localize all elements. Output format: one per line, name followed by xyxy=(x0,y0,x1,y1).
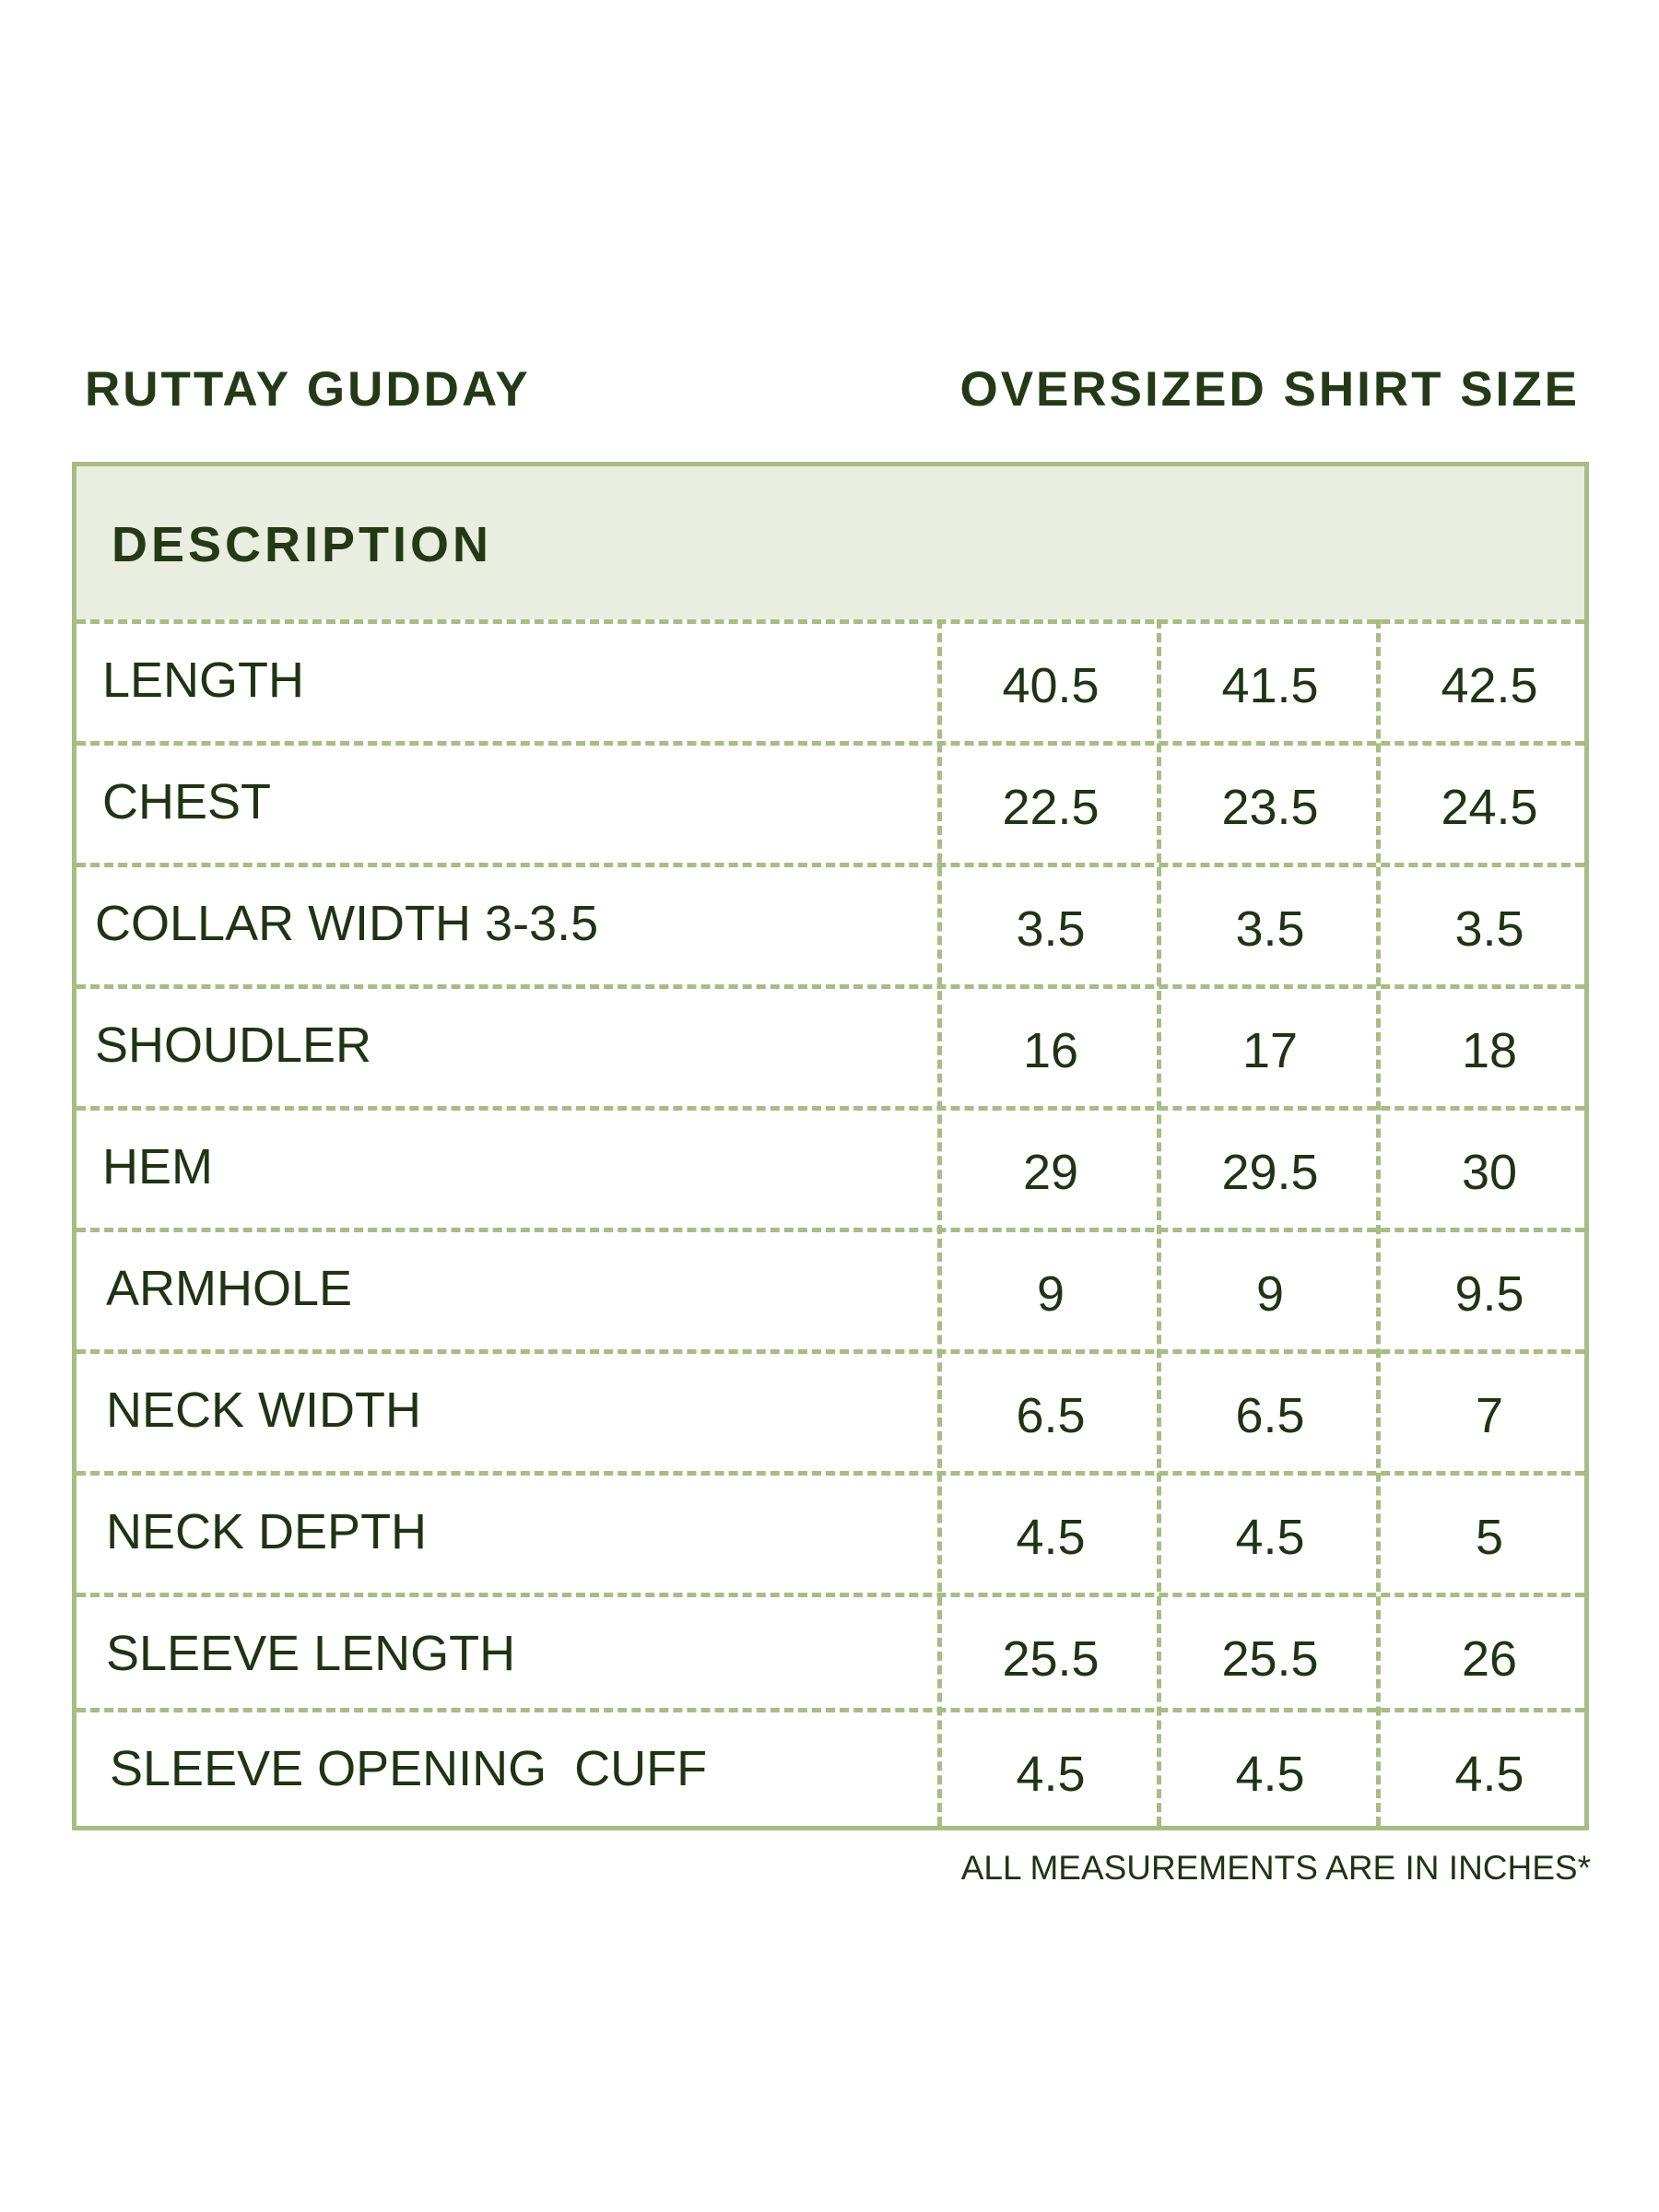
size-value-cell: 25.5 xyxy=(1002,1631,1100,1687)
size-value-cell: 4.5 xyxy=(1454,1747,1524,1802)
size-value-cell: 5 xyxy=(1475,1510,1504,1565)
row-label: NECK DEPTH xyxy=(106,1504,428,1559)
measurement-footnote: ALL MEASUREMENTS ARE IN INCHES* xyxy=(960,1849,1591,1887)
size-value-cell: 23.5 xyxy=(1221,780,1319,835)
size-value-cell: 6.5 xyxy=(1016,1388,1086,1443)
size-value-cell: 30 xyxy=(1461,1145,1518,1200)
row-label: SLEEVE OPENING CUFF xyxy=(110,1741,708,1796)
table-header xyxy=(76,466,1584,619)
size-value-cell: 4.5 xyxy=(1235,1510,1305,1565)
table-row xyxy=(76,741,1584,863)
size-value-cell: 3.5 xyxy=(1016,901,1086,957)
row-label: LENGTH xyxy=(102,653,305,708)
size-value-cell: 3.5 xyxy=(1235,901,1305,957)
table-row xyxy=(76,619,1584,741)
column-divider xyxy=(937,619,942,1826)
size-value-cell: 4.5 xyxy=(1016,1747,1086,1802)
size-value-cell: 4.5 xyxy=(1235,1747,1305,1802)
size-value-cell: 6.5 xyxy=(1235,1388,1305,1443)
table-row xyxy=(76,1106,1584,1228)
table-row xyxy=(76,1228,1584,1349)
size-value-cell: 42.5 xyxy=(1441,658,1538,713)
size-chart-table xyxy=(72,462,1589,1830)
size-value-cell: 7 xyxy=(1475,1388,1504,1443)
table-row xyxy=(76,863,1584,984)
table-row xyxy=(76,1708,1584,1826)
table-row xyxy=(76,984,1584,1106)
column-divider xyxy=(1157,619,1161,1826)
column-divider xyxy=(1376,619,1381,1826)
size-value-cell: 3.5 xyxy=(1454,901,1524,957)
size-value-cell: 22.5 xyxy=(1002,780,1100,835)
size-value-cell: 24.5 xyxy=(1441,780,1538,835)
brand-name: RUTTAY GUDDAY xyxy=(85,362,531,417)
size-value-cell: 9.5 xyxy=(1454,1266,1524,1322)
row-label: SLEEVE LENGTH xyxy=(106,1626,516,1681)
size-value-cell: 25.5 xyxy=(1221,1631,1319,1687)
row-label: HEM xyxy=(102,1139,213,1194)
chart-title: OVERSIZED SHIRT SIZE xyxy=(959,362,1580,417)
table-row xyxy=(76,1593,1584,1708)
size-value-cell: 9 xyxy=(1036,1266,1065,1322)
size-value-cell: 9 xyxy=(1255,1266,1285,1322)
size-value-cell: 26 xyxy=(1461,1631,1518,1687)
table-row xyxy=(76,1471,1584,1593)
size-value-cell: 16 xyxy=(1022,1023,1079,1078)
row-label: ARMHOLE xyxy=(106,1261,353,1316)
row-label: NECK WIDTH xyxy=(106,1382,421,1438)
size-value-cell: 18 xyxy=(1461,1023,1518,1078)
size-value-cell: 29 xyxy=(1022,1145,1079,1200)
table-row xyxy=(76,1349,1584,1471)
size-value-cell: 29.5 xyxy=(1221,1145,1319,1200)
size-value-cell: 41.5 xyxy=(1221,658,1319,713)
size-value-cell: 40.5 xyxy=(1002,658,1100,713)
size-value-cell: 17 xyxy=(1241,1023,1299,1078)
row-label: CHEST xyxy=(102,774,272,830)
row-label: COLLAR WIDTH 3-3.5 xyxy=(95,896,599,951)
row-label: SHOUDLER xyxy=(95,1018,372,1073)
description-header: DESCRIPTION xyxy=(112,517,493,572)
size-value-cell: 4.5 xyxy=(1016,1510,1086,1565)
